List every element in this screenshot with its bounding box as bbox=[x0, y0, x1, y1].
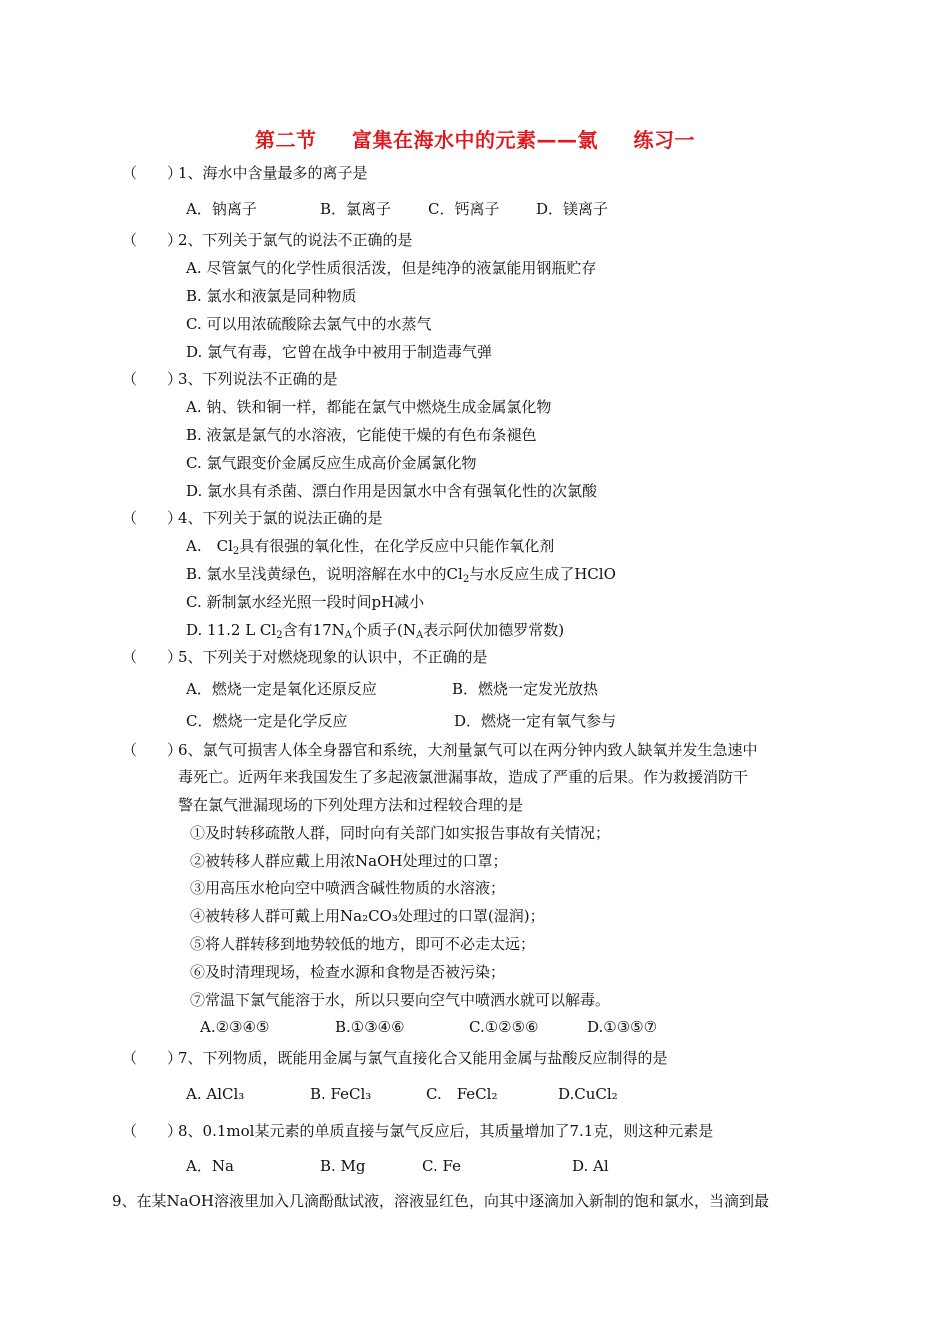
list-item: ②被转移人群应戴上用浓NaOH处理过的口罩； bbox=[190, 852, 508, 870]
question-7-options bbox=[186, 1084, 618, 1104]
answer-blank[interactable]: （ ） bbox=[122, 231, 183, 249]
question-9: 9、在某NaOH溶液里加入几滴酚酞试液，溶液显红色，向其中逐滴加入新制的饱和氯水，当滴到最 bbox=[112, 1192, 769, 1210]
option-a: A. AlCl₃ bbox=[186, 1085, 245, 1103]
answer-blank[interactable]: （ ） bbox=[122, 164, 183, 182]
question-text: 7、下列物质，既能用金属与氯气直接化合又能用金属与盐酸反应制得的是 bbox=[178, 1049, 668, 1067]
question-text: 6、氯气可损害人体全身器官和系统，大剂量氯气可以在两分钟内致人缺氧并发生急速中 bbox=[178, 741, 758, 759]
list-item: ④被转移人群可戴上用Na₂CO₃处理过的口罩(湿润)； bbox=[190, 907, 545, 925]
option-a: A. 钠、铁和铜一样，都能在氯气中燃烧生成金属氯化物 bbox=[186, 398, 552, 416]
option-c: C. FeCl₂ bbox=[426, 1085, 498, 1103]
question-6-line2: 毒死亡。近两年来我国发生了多起液氯泄漏事故，造成了严重的后果。作为救援消防干 bbox=[178, 768, 749, 786]
option-d: D.CuCl₂ bbox=[558, 1085, 618, 1103]
option-c: C. Fe bbox=[422, 1157, 461, 1175]
question-8-options bbox=[186, 1156, 609, 1176]
question-8 bbox=[122, 1121, 713, 1141]
answer-blank[interactable]: （ ） bbox=[122, 741, 183, 759]
option-c: C．燃烧一定是化学反应 bbox=[186, 712, 348, 730]
question-text: 5、下列关于对燃烧现象的认识中，不正确的是 bbox=[178, 648, 488, 666]
question-text: 8、0.1mol某元素的单质直接与氯气反应后，其质量增加了7.1克，则这种元素是 bbox=[178, 1122, 714, 1140]
option-b: B. 液氯是氯气的水溶液，它能使干燥的有色布条褪色 bbox=[186, 426, 537, 444]
title-section: 第二节 bbox=[255, 128, 317, 152]
option-c: C．钙离子 bbox=[428, 200, 500, 218]
question-3 bbox=[122, 369, 338, 389]
option-d: D.①③⑤⑦ bbox=[587, 1018, 658, 1036]
list-item: ③用高压水枪向空中喷洒含碱性物质的水溶液； bbox=[190, 879, 506, 897]
question-text: 4、下列关于氯的说法正确的是 bbox=[178, 509, 383, 527]
question-text: 3、下列说法不正确的是 bbox=[178, 370, 338, 388]
question-text: 2、下列关于氯气的说法不正确的是 bbox=[178, 231, 413, 249]
option-c: C. 氯气跟变价金属反应生成高价金属氯化物 bbox=[186, 454, 477, 472]
question-5-options bbox=[186, 679, 598, 699]
option-c: C.①②⑤⑥ bbox=[469, 1018, 539, 1036]
list-item: ⑥及时清理现场，检查水源和食物是否被污染； bbox=[190, 963, 506, 981]
option-b: B．氯离子 bbox=[320, 200, 392, 218]
option-a: A. 尽管氯气的化学性质很活泼，但是纯净的液氯能用钢瓶贮存 bbox=[186, 259, 597, 277]
question-5-options-2 bbox=[186, 711, 616, 731]
option-a: A．燃烧一定是氧化还原反应 bbox=[186, 680, 377, 698]
answer-blank[interactable]: （ ） bbox=[122, 509, 183, 527]
list-item: ⑦常温下氯气能溶于水，所以只要向空气中喷洒水就可以解毒。 bbox=[190, 991, 611, 1009]
option-a: A. $Cl_2$具有很强的氧化性，在化学反应中只能作氧化剂 bbox=[186, 537, 555, 557]
title-topic: 富集在海水中的元素——氯 bbox=[352, 128, 598, 152]
question-4 bbox=[122, 508, 383, 528]
answer-blank[interactable]: （ ） bbox=[122, 648, 183, 666]
answer-blank[interactable]: （ ） bbox=[122, 1049, 183, 1067]
option-a: A.②③④⑤ bbox=[200, 1018, 270, 1036]
option-c: C. 可以用浓硫酸除去氯气中的水蒸气 bbox=[186, 315, 432, 333]
option-b: B. 氯水和液氯是同种物质 bbox=[186, 287, 357, 305]
question-6-line3: 警在氯气泄漏现场的下列处理方法和过程较合理的是 bbox=[178, 796, 524, 814]
option-a: A．Na bbox=[186, 1157, 234, 1175]
option-d: D．燃烧一定有氧气参与 bbox=[454, 712, 617, 730]
question-5 bbox=[122, 647, 488, 667]
list-item: ⑤将人群转移到地势较低的地方，即可不必走太远； bbox=[190, 935, 536, 953]
question-6-options bbox=[200, 1017, 657, 1037]
option-b: B.①③④⑥ bbox=[335, 1018, 405, 1036]
option-b: B. FeCl₃ bbox=[310, 1085, 372, 1103]
answer-blank[interactable]: （ ） bbox=[122, 370, 183, 388]
option-b: B. Mg bbox=[320, 1157, 366, 1175]
title-exercise: 练习一 bbox=[633, 128, 695, 152]
question-1 bbox=[122, 163, 368, 183]
question-6 bbox=[122, 740, 758, 760]
option-b: B. 氯水呈浅黄绿色，说明溶解在水中的$Cl_2$与水反应生成了HClO bbox=[186, 565, 616, 585]
option-d: D. Al bbox=[572, 1157, 609, 1175]
option-c: C. 新制氯水经光照一段时间pH减小 bbox=[186, 593, 425, 611]
question-7 bbox=[122, 1048, 668, 1068]
answer-blank[interactable]: （ ） bbox=[122, 1122, 183, 1140]
list-item: ①及时转移疏散人群，同时向有关部门如实报告事故有关情况； bbox=[190, 824, 611, 842]
option-d: D．镁离子 bbox=[536, 200, 609, 218]
question-text: 1、海水中含量最多的离子是 bbox=[178, 164, 368, 182]
page-title bbox=[0, 124, 950, 153]
option-d: D. 氯水具有杀菌、漂白作用是因氯水中含有强氧化性的次氯酸 bbox=[186, 482, 598, 500]
option-d: D. 氯气有毒，它曾在战争中被用于制造毒气弹 bbox=[186, 343, 493, 361]
question-1-options bbox=[186, 199, 608, 219]
question-2 bbox=[122, 230, 413, 250]
option-d: D. 11.2 L $Cl_2$含有$17N_A$个质子($N_A$表示阿伏加德罗常数) bbox=[186, 621, 565, 641]
option-a: A．钠离子 bbox=[186, 200, 257, 218]
option-b: B．燃烧一定发光放热 bbox=[452, 680, 599, 698]
